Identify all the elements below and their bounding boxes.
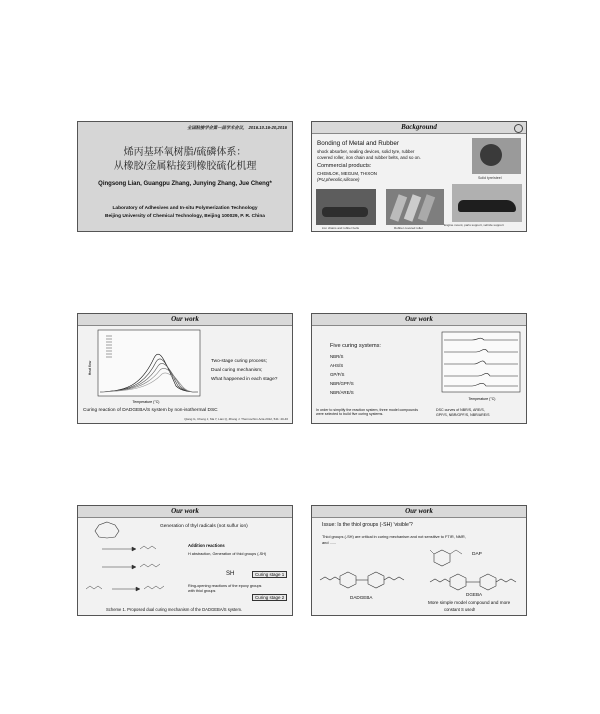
slide-header: Our work xyxy=(405,315,433,323)
caption: Curing reaction of DADGEBA/S system by non-isothermal DSC xyxy=(83,408,218,413)
scheme-caption: Scheme 1. Proposed dual curing mechanism of the DADGEBA/S system. xyxy=(106,607,243,612)
chinese-title-1: 烯丙基环氧树脂/硫磷体系： xyxy=(123,147,247,158)
products-heading: Commercial products: xyxy=(317,163,372,169)
system-2: AHS/S xyxy=(330,363,344,368)
slide-header: Our work xyxy=(405,507,433,515)
dsc-chart xyxy=(86,328,204,404)
reference: Qiang G, Cheng J, Ma Y, Lian Q, Zhang J. Thermochim Acta 2012, 541: 40-46 xyxy=(184,417,288,421)
car-photo xyxy=(452,184,522,222)
ring-opening-label: Ring-opening reactions of the epoxy groups with thiol groups xyxy=(188,584,262,593)
curing-stage-1-badge: Curing stage 1 xyxy=(252,571,287,578)
desc-line-1: shock absorber, sealing devices, solid tyre, rubber xyxy=(317,149,415,154)
slide-4-curing-systems[interactable] xyxy=(311,313,527,424)
caption-car: Engine mount, parts support, vehicle support xyxy=(444,223,504,227)
desc-line-2: covered roller, iron chain and rubber belts, and so on. xyxy=(317,155,421,160)
slide-2-background[interactable] xyxy=(311,121,527,232)
note-right-1: DSC curves of NBR/S, ARE/S, xyxy=(436,408,485,412)
conference-line: 全国粘接学会第一届学术会议， 2016.10.16-20,2016 xyxy=(187,125,287,130)
caption-tank: iron chains and rubber belts xyxy=(322,226,360,230)
dgeba-label: DGEBA xyxy=(466,592,483,597)
rollers-photo xyxy=(386,189,444,225)
note-left: In order to simplify the reaction system, three model compounds were selected to build five curing systems. xyxy=(316,408,419,417)
dadgeba-label: DADGEBA xyxy=(350,595,373,600)
conclusion-2: constant S used! xyxy=(444,607,476,612)
products-line-2: (PU,phenolic,silicone) xyxy=(317,177,360,182)
note-right-2: GPF/S, NBR/GPF/S, NBR/ARE/S xyxy=(436,413,490,417)
slide-header: Background xyxy=(401,123,437,131)
heading: Bonding of Metal and Rubber xyxy=(317,140,399,147)
system-4: NBR/GPF/S xyxy=(330,381,354,386)
dap-structure xyxy=(428,544,468,572)
slide-5-mechanism[interactable] xyxy=(77,505,293,616)
slide-3-dsc[interactable] xyxy=(77,313,293,424)
s8-ring-structure xyxy=(92,521,122,539)
systems-heading: Five curing systems: xyxy=(330,343,381,349)
x-axis-label: Temperature (°C) xyxy=(132,400,160,404)
x-axis-label: Temperature (°C) xyxy=(468,397,496,401)
dgeba-structure xyxy=(426,570,522,594)
slide-6-thiol[interactable] xyxy=(311,505,527,616)
reaction-scheme xyxy=(82,541,178,601)
caption-rollers: Rubber covered roller xyxy=(394,226,423,230)
curing-stage-2-badge: Curing stage 2 xyxy=(252,594,287,601)
conclusion-1: More simple model compound and more xyxy=(428,600,511,605)
system-5: NBR/ARE/S xyxy=(330,390,354,395)
body-line-2: and ...... xyxy=(322,540,337,545)
sh-label: SH xyxy=(226,571,235,577)
authors: Qingsong Lian, Guangpu Zhang, Junying Zhang, Jue Cheng* xyxy=(98,181,272,187)
step-title: Generation of thyl radicals (not sulfur ion) xyxy=(160,524,248,529)
affiliation-1: Laboratory of Adhesives and In-situ Polymerization Technology xyxy=(112,206,258,211)
slide-header: Our work xyxy=(171,507,199,515)
logo-icon xyxy=(514,124,523,133)
solid-tyre-photo xyxy=(472,138,521,174)
chinese-title-2: 从橡胶/金属粘接到橡胶硫化机理 xyxy=(113,161,257,172)
slide-header: Our work xyxy=(171,315,199,323)
products-line-1: CHEMLOK, MEGUM, THIXON xyxy=(317,171,377,176)
bullet-3: What happened in each stage? xyxy=(211,377,278,382)
question: Issue: Is the thiol groups (-SH) 'visible'? xyxy=(322,522,413,528)
affiliation-2: Beijing University of Chemical Technology, Beijing 100029, P. R. China xyxy=(105,214,265,219)
dadgeba-structure xyxy=(318,566,410,592)
system-1: NBR/S xyxy=(330,354,344,359)
bullet-2: Dual curing mechanism; xyxy=(211,368,263,373)
dap-label: DAP xyxy=(472,552,482,557)
slide-1-title[interactable] xyxy=(77,121,293,232)
caption-solid-tyre: Solid tyre/steel xyxy=(478,176,502,180)
tank-photo xyxy=(316,189,376,225)
abstraction-label: H abstraction, Generation of thiol groups (-SH) xyxy=(188,552,267,556)
system-3: GP/F/S xyxy=(330,372,345,377)
bullet-1: Two-stage curing process; xyxy=(211,359,267,364)
y-axis-label: Heat flow xyxy=(88,360,92,376)
addition-label: Addition reactions xyxy=(188,543,225,548)
body-line-1: Thiol groups (-SH) are critical in curing mechanism and not sensitive to FTIR, NMR, xyxy=(322,534,466,539)
dsc-curves-chart xyxy=(432,330,522,402)
